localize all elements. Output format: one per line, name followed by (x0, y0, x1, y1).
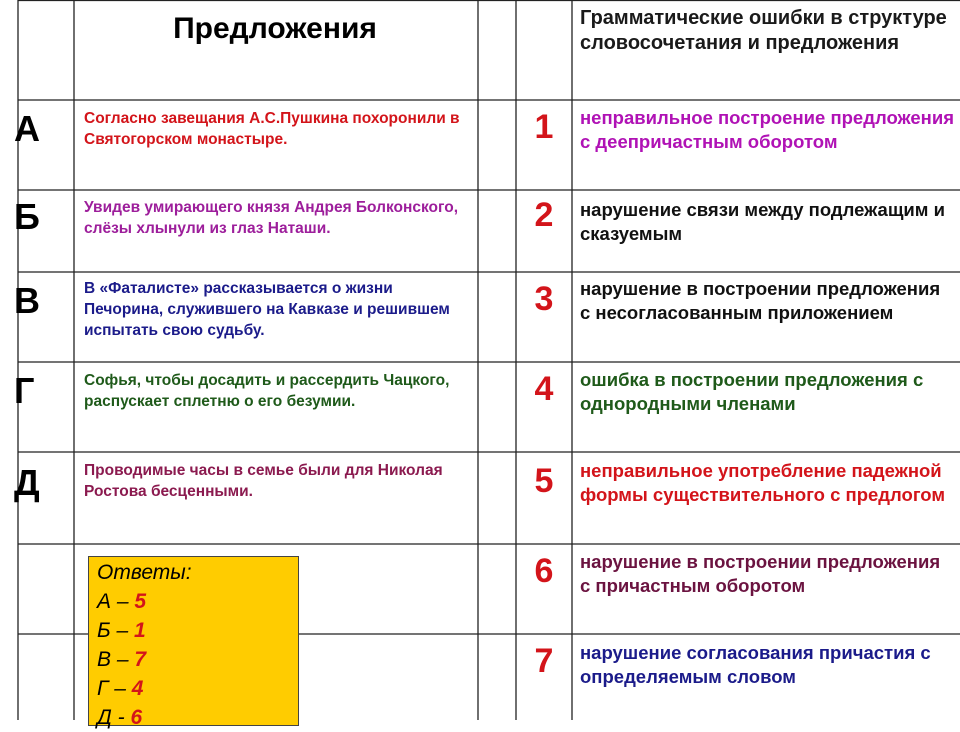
answer-item: Д - 6 (97, 706, 143, 729)
error-text: нарушение согласования причастия с определяемым словом (580, 642, 931, 687)
error-number: 6 (534, 552, 554, 590)
sentence-text: Софья, чтобы досадить и рассердить Чацкого, распускает сплетню о его безумии. (84, 372, 450, 410)
error-text: ошибка в построении предложения с однородными членами (580, 369, 924, 414)
sentence-letter: Д (14, 462, 40, 503)
sentence-letter: А (14, 108, 40, 149)
error-text: нарушение связи между подлежащим и сказуемым (580, 199, 945, 244)
sentence-text: В «Фаталисте» рассказывается о жизни Печорина, служившего на Кавказе и решившем испытать свою судьбу. (84, 280, 450, 339)
error-text: нарушение в построении предложения с несогласованным приложением (580, 278, 941, 323)
sentence-letter: Г (14, 370, 35, 411)
error-number: 5 (534, 462, 554, 500)
sentence-text: Согласно завещания А.С.Пушкина похоронили в Святогорском монастыре. (84, 110, 460, 148)
answer-item: А – 5 (97, 590, 147, 613)
answers-box (88, 556, 299, 729)
answer-item: Б – 1 (97, 619, 146, 642)
error-number: 1 (534, 108, 554, 146)
error-number: 7 (534, 642, 554, 680)
answer-item: Г – 4 (97, 677, 144, 700)
sentence-text: Увидев умирающего князя Андрея Болконского, слёзы хлынули из глаз Наташи. (84, 199, 459, 237)
sentence-letter: В (14, 280, 40, 321)
answer-item: В – 7 (97, 648, 147, 671)
error-text: нарушение в построении предложения с причастным оборотом (580, 551, 941, 596)
error-text: неправильное построение предложения с деепричастным оборотом (580, 107, 955, 152)
sentences-header: Предложения (173, 12, 377, 45)
answers-title: Ответы: (97, 561, 192, 584)
sentence-text: Проводимые часы в семье были для Николая Ростова бесценными. (84, 462, 443, 500)
error-number: 4 (534, 370, 554, 408)
error-text: неправильное употребление падежной формы существительного с предлогом (580, 460, 946, 505)
error-number: 2 (534, 196, 554, 234)
sentence-letter: Б (14, 196, 40, 237)
errors-header: Грамматические ошибки в структуре словосочетания и предложения (580, 7, 947, 54)
error-number: 3 (534, 280, 554, 318)
